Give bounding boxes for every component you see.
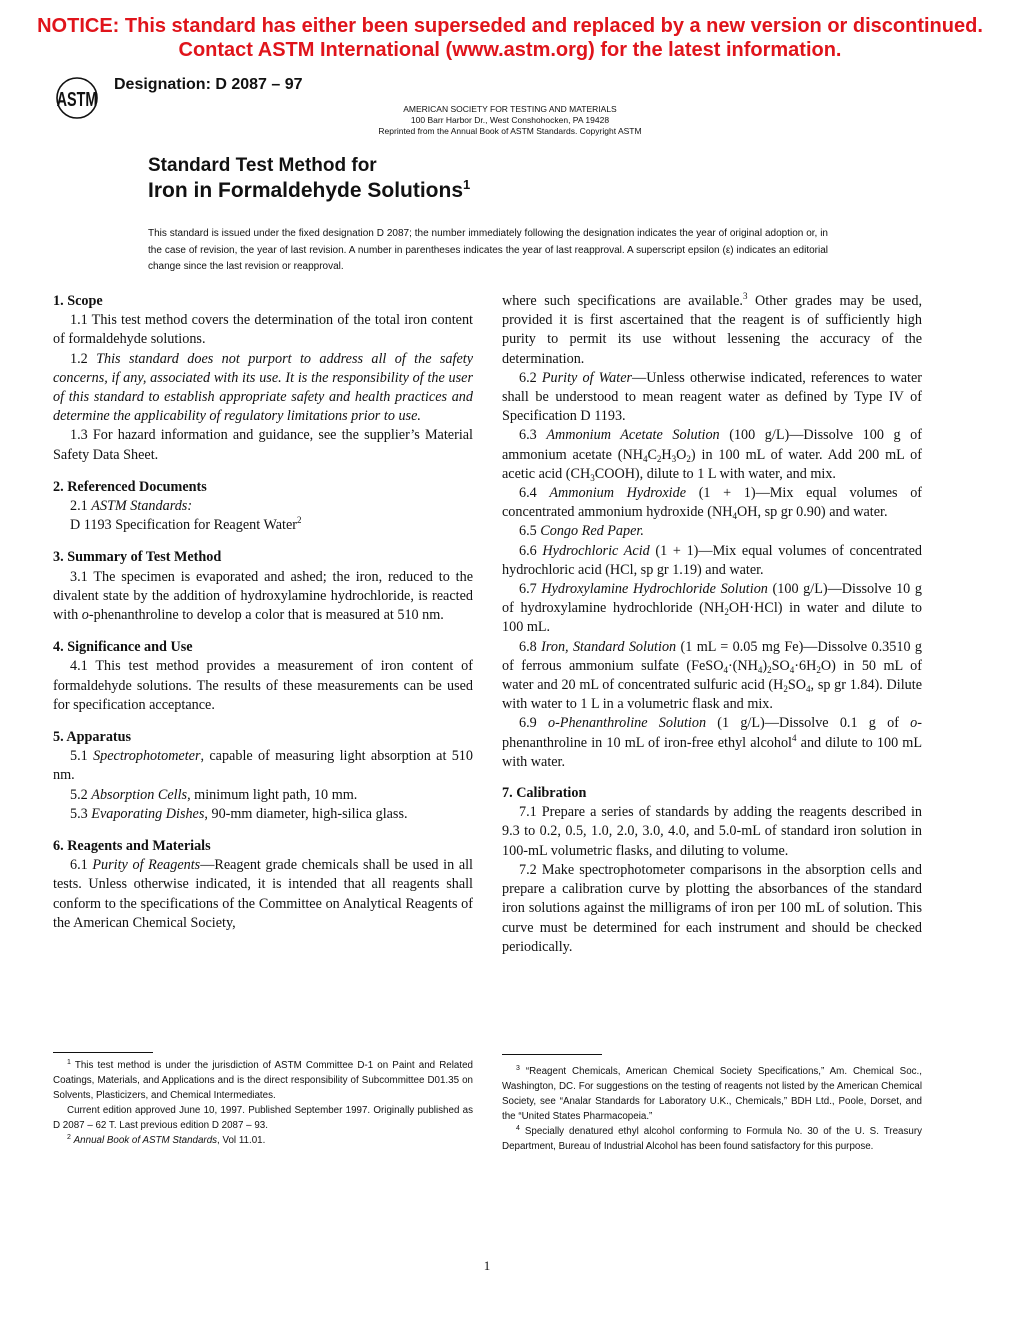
publisher-block (300, 104, 720, 137)
notice-line-2: Contact ASTM International (www.astm.org) for the latest information. (178, 39, 842, 61)
para-7-1: 7.1 Prepare a series of standards by adding the reagents described in 9.3 to 0.2, 0.5, 1.0, 2.0, 3.0, 4.0, and 5.0-mL of standard iron solution in 100-mL volumetric flasks, and diluting to volume. (502, 804, 922, 859)
footnote-3: $^3$ “Reagent Chemicals, American Chemical Society Specifications,” Am. Chemical Soc., Washington, DC. For suggestions on the testing of reagents not listed by the American Chemical Society, see “Analar Standards for Laboratory U.K., Chemicals,” BDH Ltd., Poole, Dorset, and the “United States Pharmacopeia.” (502, 1065, 922, 1122)
section-6-heading: 6. Reagents and Materials (53, 838, 211, 855)
para-6-7: 6.7 Hydroxylamine Hydrochloride Solution (100 g/L)—Dissolve 10 g of hydroxylamine hydrochloride $(NH_2OH\cdot HCl)$ in water and dilute to 100 mL. (502, 581, 923, 636)
section-1-heading: 1. Scope (53, 293, 103, 309)
page-number: 1 (483, 1258, 491, 1273)
para-6-4: 6.4 Ammonium Hydroxide (1 + 1)—Mix equal volumes of concentrated ammonium hydroxide ($NH_4OH$, sp gr 0.90) and water. (502, 485, 923, 522)
para-4-1: 4.1 This test method provides a measurement of iron content of formaldehyde solutions. The results of these measurements can be used for specification acceptance. (53, 658, 473, 713)
footnote-1-edition: Current edition approved June 10, 1997. Published September 1997. Originally published as D 2087 – 62 T. Last previous edition D 2087 – 93. (53, 1105, 473, 1131)
para-1-2: 1.2 This standard does not purport to address all of the safety concerns, if any, associated with its use. It is the responsibility of the user of this standard to establish appropriate safety and health practices and determine the applicability of regulatory limitations prior to use. (53, 350, 473, 425)
para-1-3: 1.3 For hazard information and guidance, see the supplier’s Material Safety Data Sheet. (53, 427, 473, 463)
para-5-2: 5.2 Absorption Cells, minimum light path, 10 mm. (70, 786, 358, 803)
para-6-1: 6.1 Purity of Reagents—Reagent grade chemicals shall be used in all tests. Unless otherwise indicated, it is intended that all reagents shall conform to the specifications of the Committee on Analytical Reagents of the American Chemical Society, (53, 857, 474, 931)
right-column (502, 292, 922, 957)
para-1-1: 1.1 This test method covers the determination of the total iron content of formaldehyde solutions. (53, 312, 473, 348)
astm-logo-icon (52, 76, 102, 120)
section-7-heading: 7. Calibration (502, 785, 587, 802)
footnotes-left (53, 1058, 473, 1148)
footnote-rule-right (502, 1054, 602, 1055)
footnotes-right (502, 1064, 922, 1154)
notice-banner (0, 14, 1020, 62)
para-6-1-continued: where such specifications are available.$^3$ Other grades may be used, provided it is first ascertained that the reagent is of sufficiently high purity to permit its use without lessening the accuracy of the determination. (502, 291, 922, 367)
section-2-heading: 2. Referenced Documents (53, 478, 207, 495)
publisher-line-3: Reprinted from the Annual Book of ASTM Standards. Copyright ASTM (378, 126, 642, 136)
section-5-heading: 5. Apparatus (53, 729, 132, 746)
footnote-2: $^2$ Annual Book of ASTM Standards, Vol 11.01. (67, 1134, 266, 1146)
left-column (53, 292, 473, 933)
para-6-2: 6.2 Purity of Water—Unless otherwise indicated, references to water shall be understood to mean reagent water as defined by Type IV of Specification D 1193. (502, 369, 923, 425)
title-line-2 (148, 178, 470, 204)
issued-note: This standard is issued under the fixed designation D 2087; the number immediately following the designation indicates the year of original adoption or, in the case of revision, the year of last revision. A number in parentheses indicates the year of last reapproval. A superscript epsilon (ε) indicates an editorial change since the last revision or reapproval. (148, 228, 828, 272)
logo-text: ASTM (56, 87, 98, 111)
section-4-heading: 4. Significance and Use (53, 639, 193, 656)
notice-line-1: NOTICE: This standard has either been superseded and replaced by a new version or discontinued. (37, 15, 983, 37)
designation: Designation: D 2087 – 97 (114, 76, 303, 93)
para-6-9: 6.9 o-Phenanthroline Solution (1 g/L)—Dissolve 0.1 g of o-phenanthroline in 10 mL of iron-free ethyl alcohol$^4$ and dilute to 100 mL with water. (502, 715, 923, 770)
footnote-rule-left (53, 1052, 153, 1053)
title-main: Iron in Formaldehyde Solutions (148, 179, 464, 202)
para-6-3: 6.3 Ammonium Acetate Solution (100 g/L)—Dissolve 100 g of ammonium acetate $(NH_4C_2H_3O_2)$ in 100 mL of water. Add 200 mL of acetic acid $(CH_3COOH)$, dilute to 1 L with water, and mix. (502, 427, 922, 483)
para-6-8: 6.8 Iron, Standard Solution (1 mL = 0.05 mg Fe)—Dissolve 0.3510 g of ferrous ammonium sulfate $(FeSO_4\cdot(NH_4)_2SO_4\cdot 6H_2O)$ in 50 mL of water and 20 mL of concentrated sulfuric acid ($H_2SO_4$, sp gr 1.84). Dilute with water to 1 L in a volumetric flask and mix. (502, 638, 923, 713)
para-7-2: 7.2 Make spectrophotometer comparisons in the absorption cells and prepare a calibration curve by plotting the absorbances of the standard iron solutions against the milligrams of iron per 100 mL of solution. This curve must be determined for each instrument and should be checked periodically. (502, 861, 922, 955)
title-line-1: Standard Test Method for (148, 155, 377, 176)
footnote-4: $^4$ Specially denatured ethyl alcohol conforming to Formula No. 30 of the U. S. Treasury Department, Bureau of Industrial Alcohol has been found satisfactory for this purpose. (502, 1125, 922, 1152)
document-title (148, 154, 470, 204)
para-5-1: 5.1 Spectrophotometer, capable of measuring light absorption at 510 nm. (53, 748, 473, 784)
para-6-5: 6.5 Congo Red Paper. (519, 523, 644, 540)
publisher-line-2: 100 Barr Harbor Dr., West Conshohocken, PA 19428 (410, 115, 610, 125)
section-3-heading: 3. Summary of Test Method (53, 549, 222, 566)
publisher-line-1: AMERICAN SOCIETY FOR TESTING AND MATERIALS (403, 104, 617, 114)
para-3-1: 3.1 The specimen is evaporated and ashed; the iron, reduced to the divalent state by the addition of hydroxylamine hydrochloride, is reacted with o-phenanthroline to develop a color that is measured at 510 nm. (53, 568, 473, 624)
title-footnote-mark: 1 (463, 177, 471, 192)
para-6-6: 6.6 Hydrochloric Acid (1 + 1)—Mix equal volumes of concentrated hydrochloric acid (HCl, sp gr 1.19) and water. (502, 542, 922, 578)
para-2-2: D 1193 Specification for Reagent Water$^2$ (70, 515, 302, 534)
para-5-3: 5.3 Evaporating Dishes, 90-mm diameter, high-silica glass. (70, 805, 408, 822)
para-2-1: 2.1 ASTM Standards: (70, 498, 193, 515)
footnote-1: $^1$ This test method is under the jurisdiction of ASTM Committee D-1 on Paint and Related Coatings, Materials, and Applications and is the direct responsibility of Subcommittee D01.35 on Solvents, Plasticizers, and Chemical Intermediates. (53, 1059, 473, 1101)
